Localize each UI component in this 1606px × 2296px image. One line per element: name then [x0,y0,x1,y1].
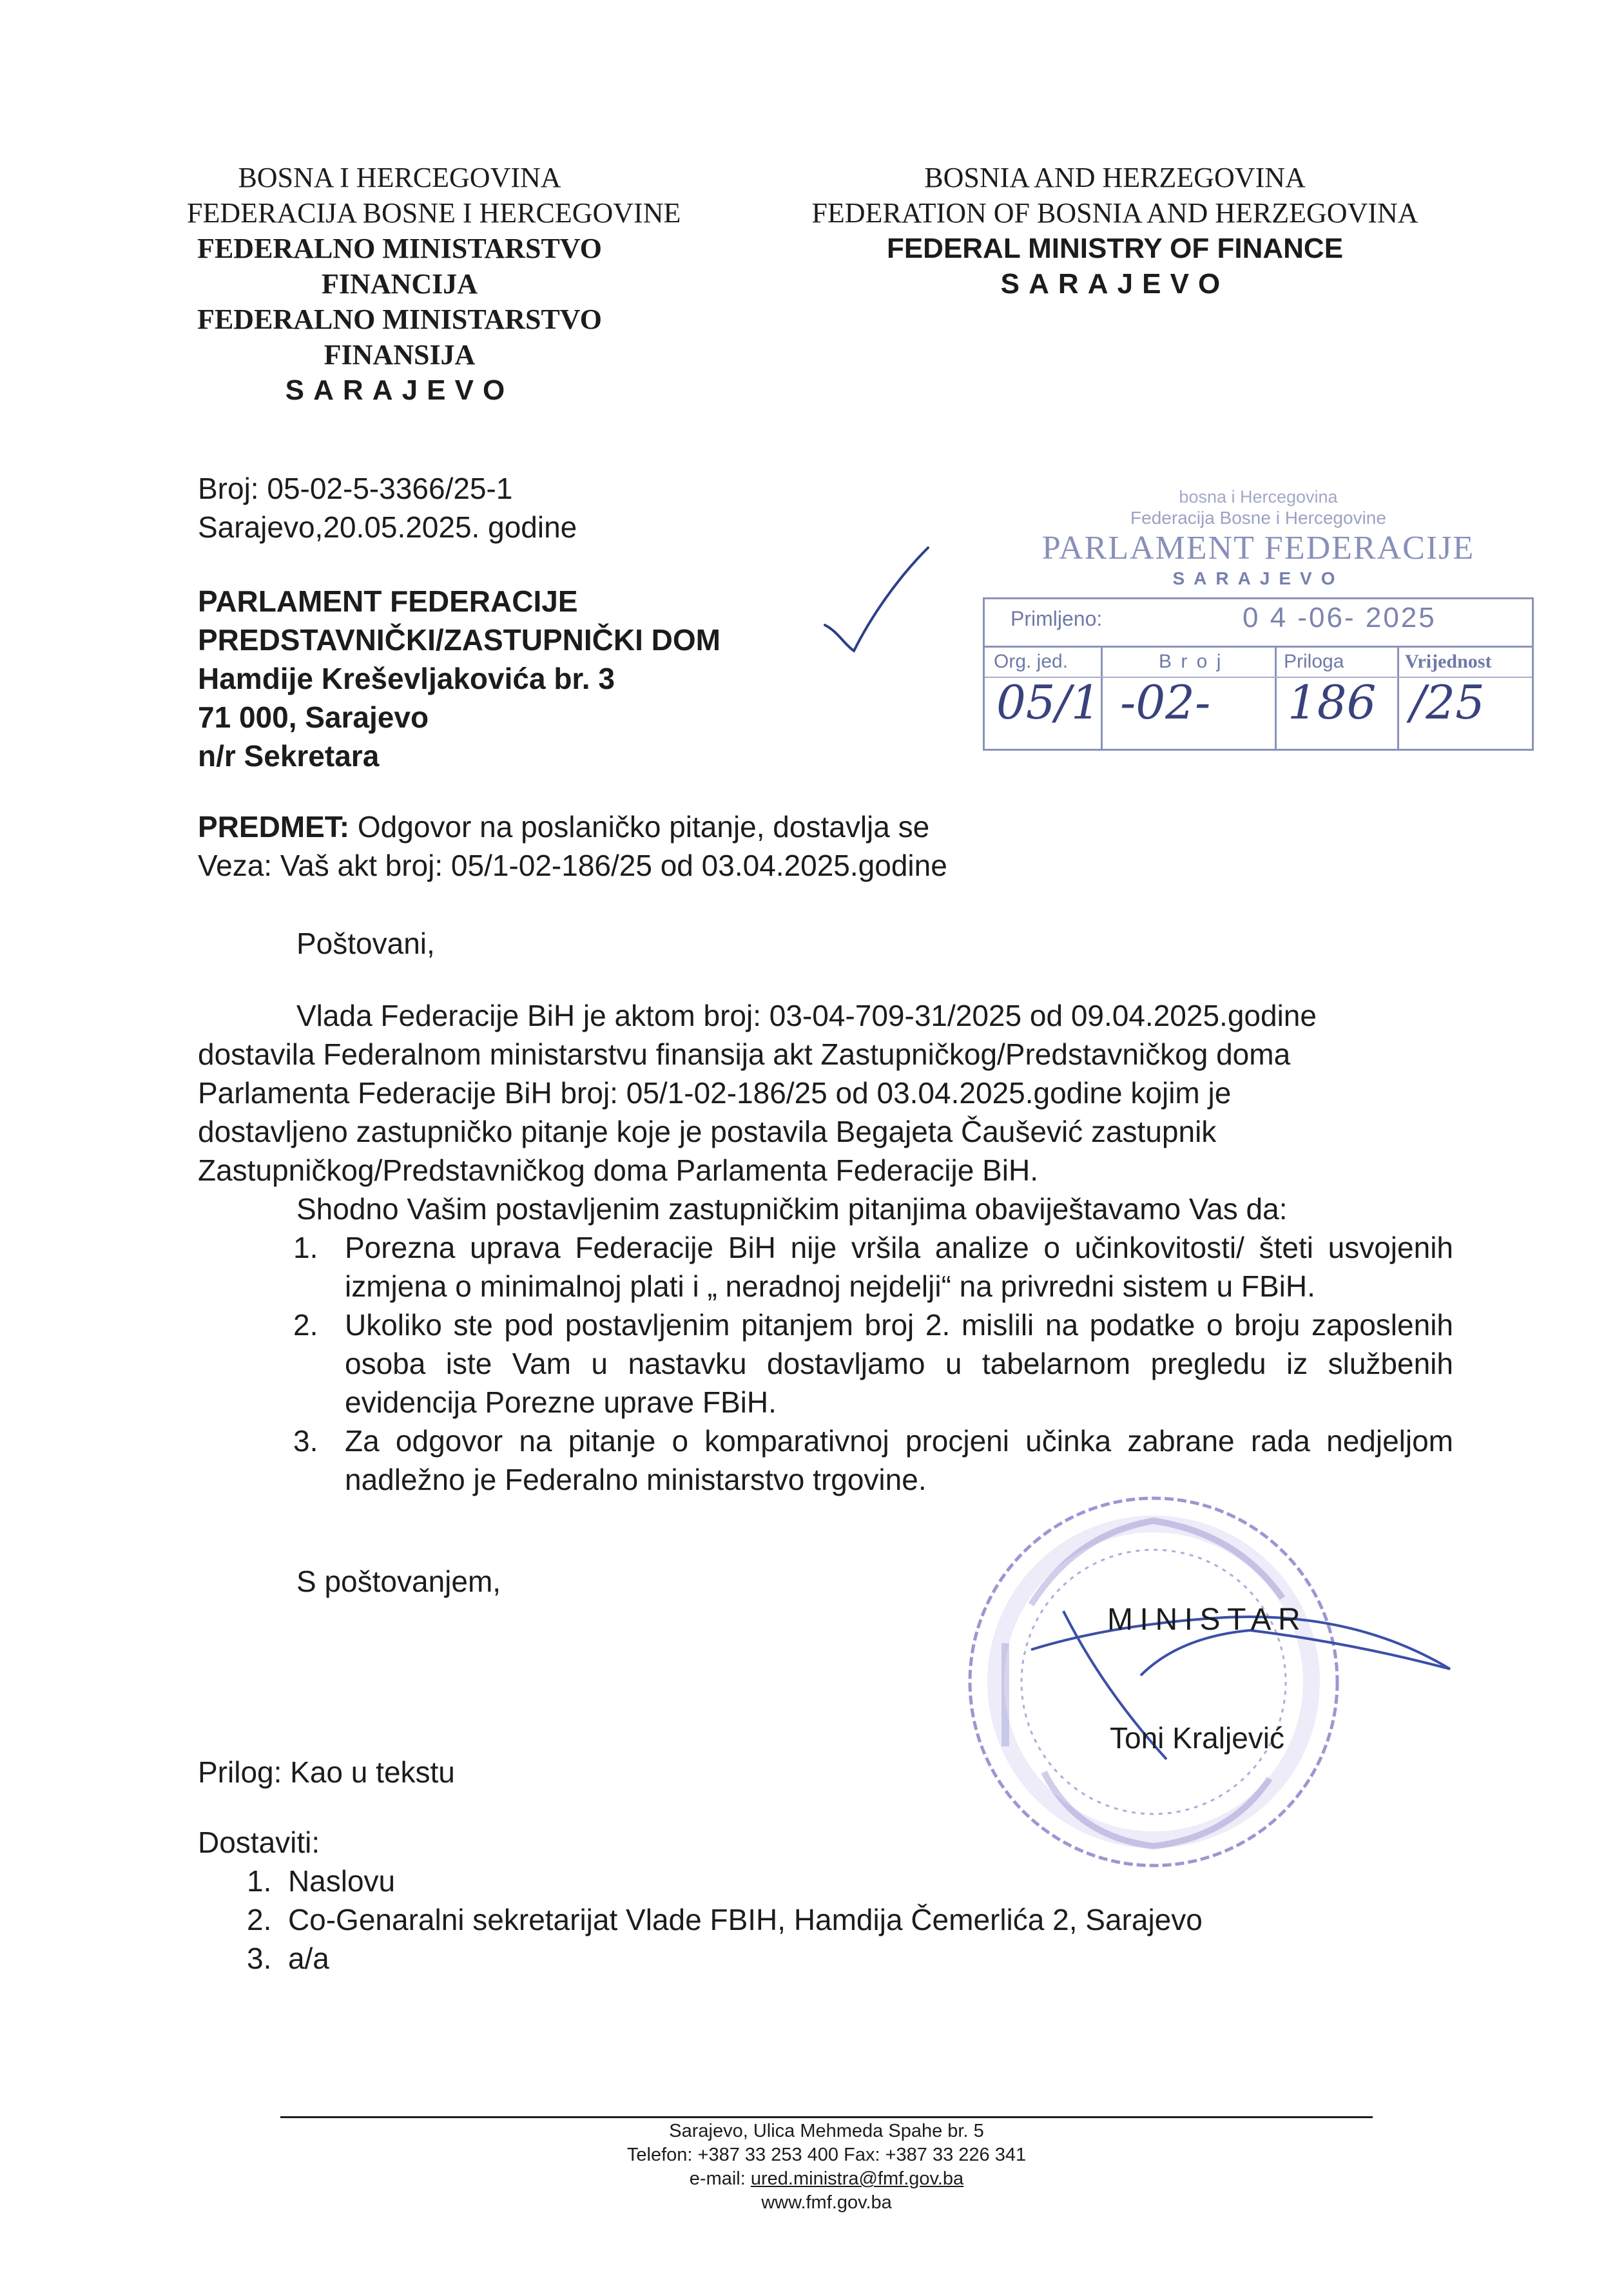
header-left-ministry-4: FINANSIJA [324,339,476,371]
recipient-line-3: Hamdije Kreševljakovića br. 3 [198,662,615,695]
receipt-stamp-country: bosna i Hercegovina [1179,487,1338,506]
header-right-federation: FEDERATION OF BOSNIA AND HERZEGOVINA [811,197,1418,229]
answer-item-1-num: 1. [293,1231,318,1264]
receipt-stamp [983,487,1534,751]
header-left-country: BOSNA I HERCEGOVINA [238,162,561,193]
recipient-line-5: n/r Sekretara [198,739,380,773]
body-line-4: dostavljeno zastupničko pitanje koje je postavila Begajeta Čaušević zastupnik [198,1115,1217,1148]
answer-item-2 [293,1306,1453,1422]
answer-item-1-text: Porezna uprava Federacije BiH nije vršila analize o učinkovitosti/ šteti usvojenih izmjena o minimalnoj plati i „ neradnoj nejdelji“ na privredni sistem u FBiH. [345,1231,1453,1303]
distribution-item-1-text: Naslovu [287,1864,396,1898]
distribution-item-1 [247,1862,1422,1900]
answer-list [293,1228,1453,1499]
answer-items [293,1228,1453,1499]
header-right-country: BOSNIA AND HERZEGOVINA [924,162,1306,193]
receipt-divider-h [985,646,1532,648]
distribution-item-3-text: a/a [287,1942,329,1975]
recipient-line-1: PARLAMENT FEDERACIJE [198,584,578,618]
receipt-col-org: Org. jed. [994,651,1069,672]
check-mark-icon [818,541,941,657]
receipt-hw-vrijednost: /25 [1410,675,1485,729]
answer-item-1 [293,1228,1453,1306]
recipient-line-2: PREDSTAVNIČKI/ZASTUPNIČKI DOM [198,623,721,657]
header-left-federation: FEDERACIJA BOSNE I HERCEGOVINE [187,197,681,229]
header-left-ministry-1: FEDERALNO MINISTARSTVO [197,233,602,264]
body-paragraph [198,996,1455,1228]
header-left-city: SARAJEVO [285,374,514,406]
header-right-ministry: FEDERAL MINISTRY OF FINANCE [886,233,1344,264]
receipt-hw-priloga: 186 [1288,675,1377,729]
footer-email-link[interactable]: ured.ministra@fmf.gov.ba [750,2168,964,2189]
header-left-ministry-3: FEDERALNO MINISTARSTVO [197,304,602,335]
answer-item-3-num: 3. [293,1424,318,1458]
subject-label: PREDMET: [198,810,350,844]
receipt-stamp-table [983,597,1534,751]
distribution-list [198,1862,1422,1978]
distribution-item-2 [247,1900,1422,1939]
body-line-5: Zastupničkog/Predstavničkog doma Parlamenta Federacije BiH. [198,1153,1038,1187]
header-right [789,160,1440,302]
distribution-label: Dostaviti: [198,1826,320,1859]
header-left [187,160,681,408]
body-line-3: Parlamenta Federacije BiH broj: 05/1-02-186/25 od 03.04.2025.godine kojim je [198,1076,1232,1110]
footer-phone: Telefon: +387 33 253 400 Fax: +387 33 226 341 [626,2145,1027,2165]
attachment-note: Prilog: Kao u tekstu [198,1755,455,1789]
subject-text: Odgovor na poslaničko pitanje, dostavlja se [349,810,930,844]
receipt-divider-v2 [1275,646,1277,749]
receipt-received-date: 0 4 -06- 2025 [1243,602,1437,633]
signature-title: MINISTAR [1107,1603,1308,1637]
answer-item-3-text: Za odgovor na pitanje o komparativnoj procjeni učinka zabrane rada nedjeljom nadležno je Federalno ministarstvo trgovine. [345,1424,1453,1496]
recipient-line-4: 71 000, Sarajevo [198,700,429,734]
footer-address: Sarajevo, Ulica Mehmeda Spahe br. 5 [669,2121,984,2141]
receipt-hw-org: 05/1 [996,675,1101,729]
footer-email-label: e-mail: [689,2168,751,2189]
reference-date: Sarajevo,20.05.2025. godine [198,510,577,544]
body-line-1: Vlada Federacije BiH je aktom broj: 03-04-709-31/2025 od 09.04.2025.godine [296,999,1317,1032]
receipt-stamp-federation: Federacija Bosne i Hercegovine [1130,508,1386,528]
body-line-6: Shodno Vašim postavljenim zastupničkim pitanjima obaviještavamo Vas da: [296,1192,1288,1226]
subject-reference: Veza: Vaš akt broj: 05/1-02-186/25 od 03.04.2025.godine [198,849,947,882]
receipt-hw-broj: -02- [1120,675,1211,729]
distribution-item-3-num: 3. [247,1942,272,1975]
header-right-city: SARAJEVO [1000,268,1230,300]
distribution-item-1-num: 1. [247,1864,272,1898]
receipt-received-label: Primljeno: [1011,607,1103,630]
receipt-col-vrijednost: Vrijednost [1405,651,1492,672]
footer-rule [280,2116,1373,2118]
subject-block [198,807,1422,885]
subject-line [198,807,1422,846]
closing: S poštovanjem, [296,1565,501,1598]
recipient-block [198,582,842,775]
receipt-divider-v1 [1101,646,1103,749]
distribution-item-2-num: 2. [247,1903,272,1936]
footer-email-line [280,2167,1373,2191]
footer-website: www.fmf.gov.ba [761,2192,892,2213]
reference-number: Broj: 05-02-5-3366/25-1 [198,472,513,505]
receipt-stamp-city: SARAJEVO [1172,568,1344,588]
answer-item-2-text: Ukoliko ste pod postavljenim pitanjem broj 2. mislili na podatke o broju zaposlenih osoba iste Vam u nastavku dostavljamo u tabelarnom pregledu iz službenih evidencija Porezne uprave FBiH. [345,1308,1453,1419]
distribution-item-3 [247,1939,1422,1978]
reference-block [198,469,713,546]
answer-item-2-num: 2. [293,1308,318,1342]
footer [280,2119,1373,2215]
distribution-item-2-text: Co-Genaralni sekretarijat Vlade FBIH, Hamdija Čemerlića 2, Sarajevo [287,1903,1203,1936]
header-left-ministry-2: FINANCIJA [322,268,478,300]
greeting: Poštovani, [296,927,435,960]
distribution-block [198,1823,1422,1978]
receipt-divider-v3 [1397,646,1399,749]
body-line-2: dostavila Federalnom ministarstvu finansija akt Zastupničkog/Predstavničkog doma [198,1037,1291,1071]
receipt-stamp-parliament: PARLAMENT FEDERACIJE [1041,530,1475,566]
receipt-col-broj: B r o j [1159,651,1223,672]
signature-name: Toni Kraljević [1110,1721,1284,1755]
receipt-col-priloga: Priloga [1284,651,1344,672]
